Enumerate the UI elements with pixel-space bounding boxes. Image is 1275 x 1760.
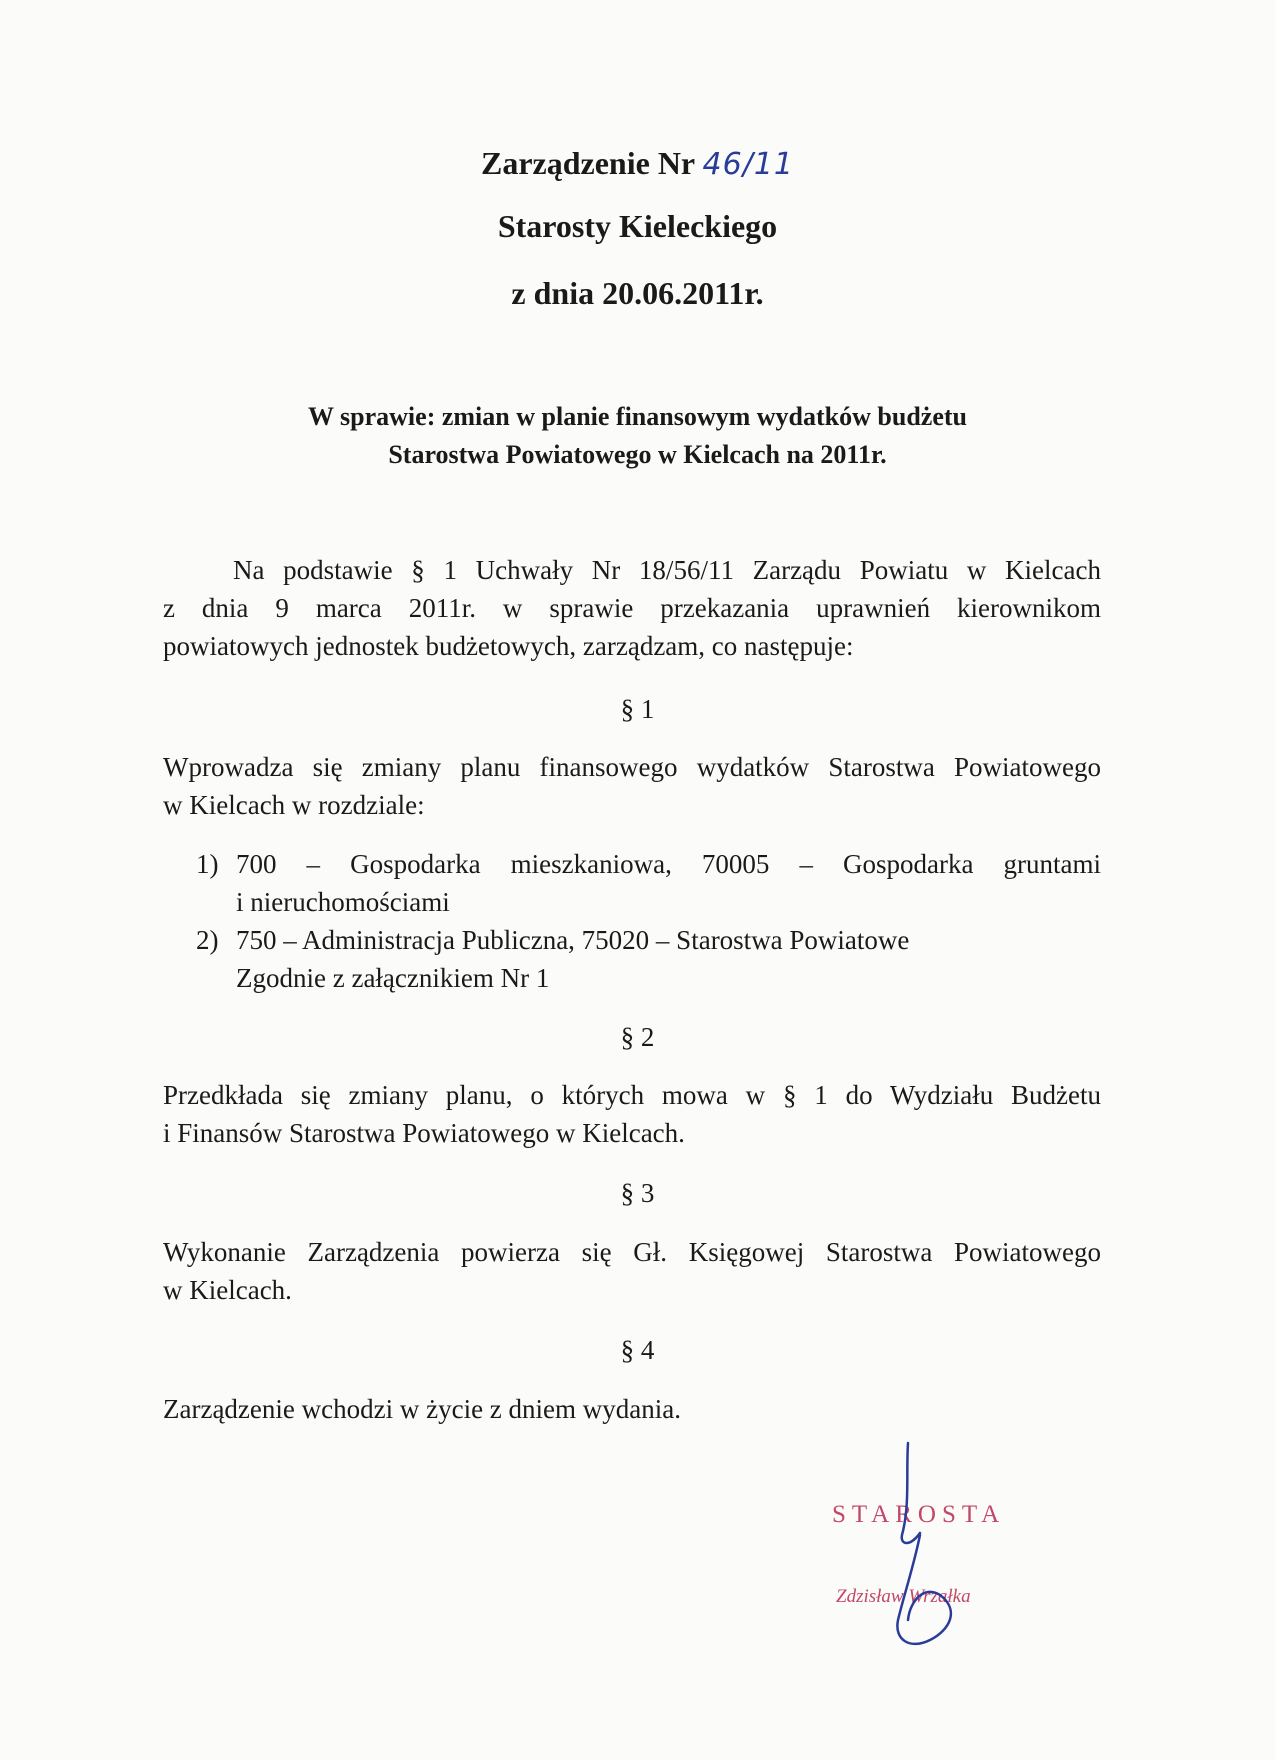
section-1-line-2: w Kielcach w rozdziale: xyxy=(163,790,425,820)
section-4-mark: § 4 xyxy=(620,1335,655,1365)
preamble-line-1: Na podstawie § 1 Uchwały Nr 18/56/11 Zarządu Powiatu w Kielcach xyxy=(233,555,1101,585)
stamp-name: Zdzisław Wrzałka xyxy=(836,1586,971,1607)
issuer-line: Starosty Kieleckiego xyxy=(497,208,778,244)
section-1-mark: § 1 xyxy=(620,694,655,724)
list-item-1-line-1: 700 – Gospodarka mieszkaniowa, 70005 – Gospodarka gruntami xyxy=(236,849,1101,879)
section-3-line-2: w Kielcach. xyxy=(163,1275,292,1305)
subject-line-2: Starostwa Powiatowego w Kielcach na 2011r. xyxy=(388,440,887,469)
list-item-2 xyxy=(236,921,1101,997)
subject xyxy=(150,398,1125,474)
preamble xyxy=(163,551,1101,665)
section-1-text xyxy=(163,748,1101,824)
section-2-line-1: Przedkłada się zmiany planu, o których mowa w § 1 do Wydziału Budżetu xyxy=(163,1080,1101,1110)
section-3-text xyxy=(163,1233,1101,1309)
section-1-line-1: Wprowadza się zmiany planu finansowego wydatków Starostwa Powiatowego xyxy=(163,752,1101,782)
signature-stroke xyxy=(840,1435,1060,1675)
list-item-1 xyxy=(236,845,1101,921)
list-item-2-num: 2) xyxy=(196,925,219,955)
section-2-mark: § 2 xyxy=(620,1022,655,1052)
section-4-line-1: Zarządzenie wchodzi w życie z dniem wydania. xyxy=(163,1394,681,1424)
preamble-line-2: z dnia 9 marca 2011r. w sprawie przekazania uprawnień kierownikom xyxy=(163,593,1101,623)
list-item-1-line-2: i nieruchomościami xyxy=(236,887,450,917)
stamp-title: STAROSTA xyxy=(832,1501,1006,1528)
section-3-mark: § 3 xyxy=(620,1178,655,1208)
section-2-line-2: i Finansów Starostwa Powiatowego w Kielcach. xyxy=(163,1118,685,1148)
subject-line-1: W sprawie: zmian w planie finansowym wydatków budżetu xyxy=(308,402,967,431)
section-4-text xyxy=(163,1390,1101,1428)
list-item-2-line-1: 750 – Administracja Publiczna, 75020 – Starostwa Powiatowe xyxy=(236,925,910,955)
section-2-text xyxy=(163,1076,1101,1152)
handwritten-number: 46/11 xyxy=(702,147,795,182)
date-line: z dnia 20.06.2011r. xyxy=(511,275,764,311)
list-item-1-num: 1) xyxy=(196,849,219,879)
preamble-line-3: powiatowych jednostek budżetowych, zarządzam, co następuje: xyxy=(163,631,854,661)
title-prefix: Zarządzenie Nr xyxy=(480,145,695,181)
list-item-2-line-2: Zgodnie z załącznikiem Nr 1 xyxy=(236,963,550,993)
section-3-line-1: Wykonanie Zarządzenia powierza się Gł. Księgowej Starostwa Powiatowego xyxy=(163,1237,1101,1267)
document-title xyxy=(0,145,1275,182)
